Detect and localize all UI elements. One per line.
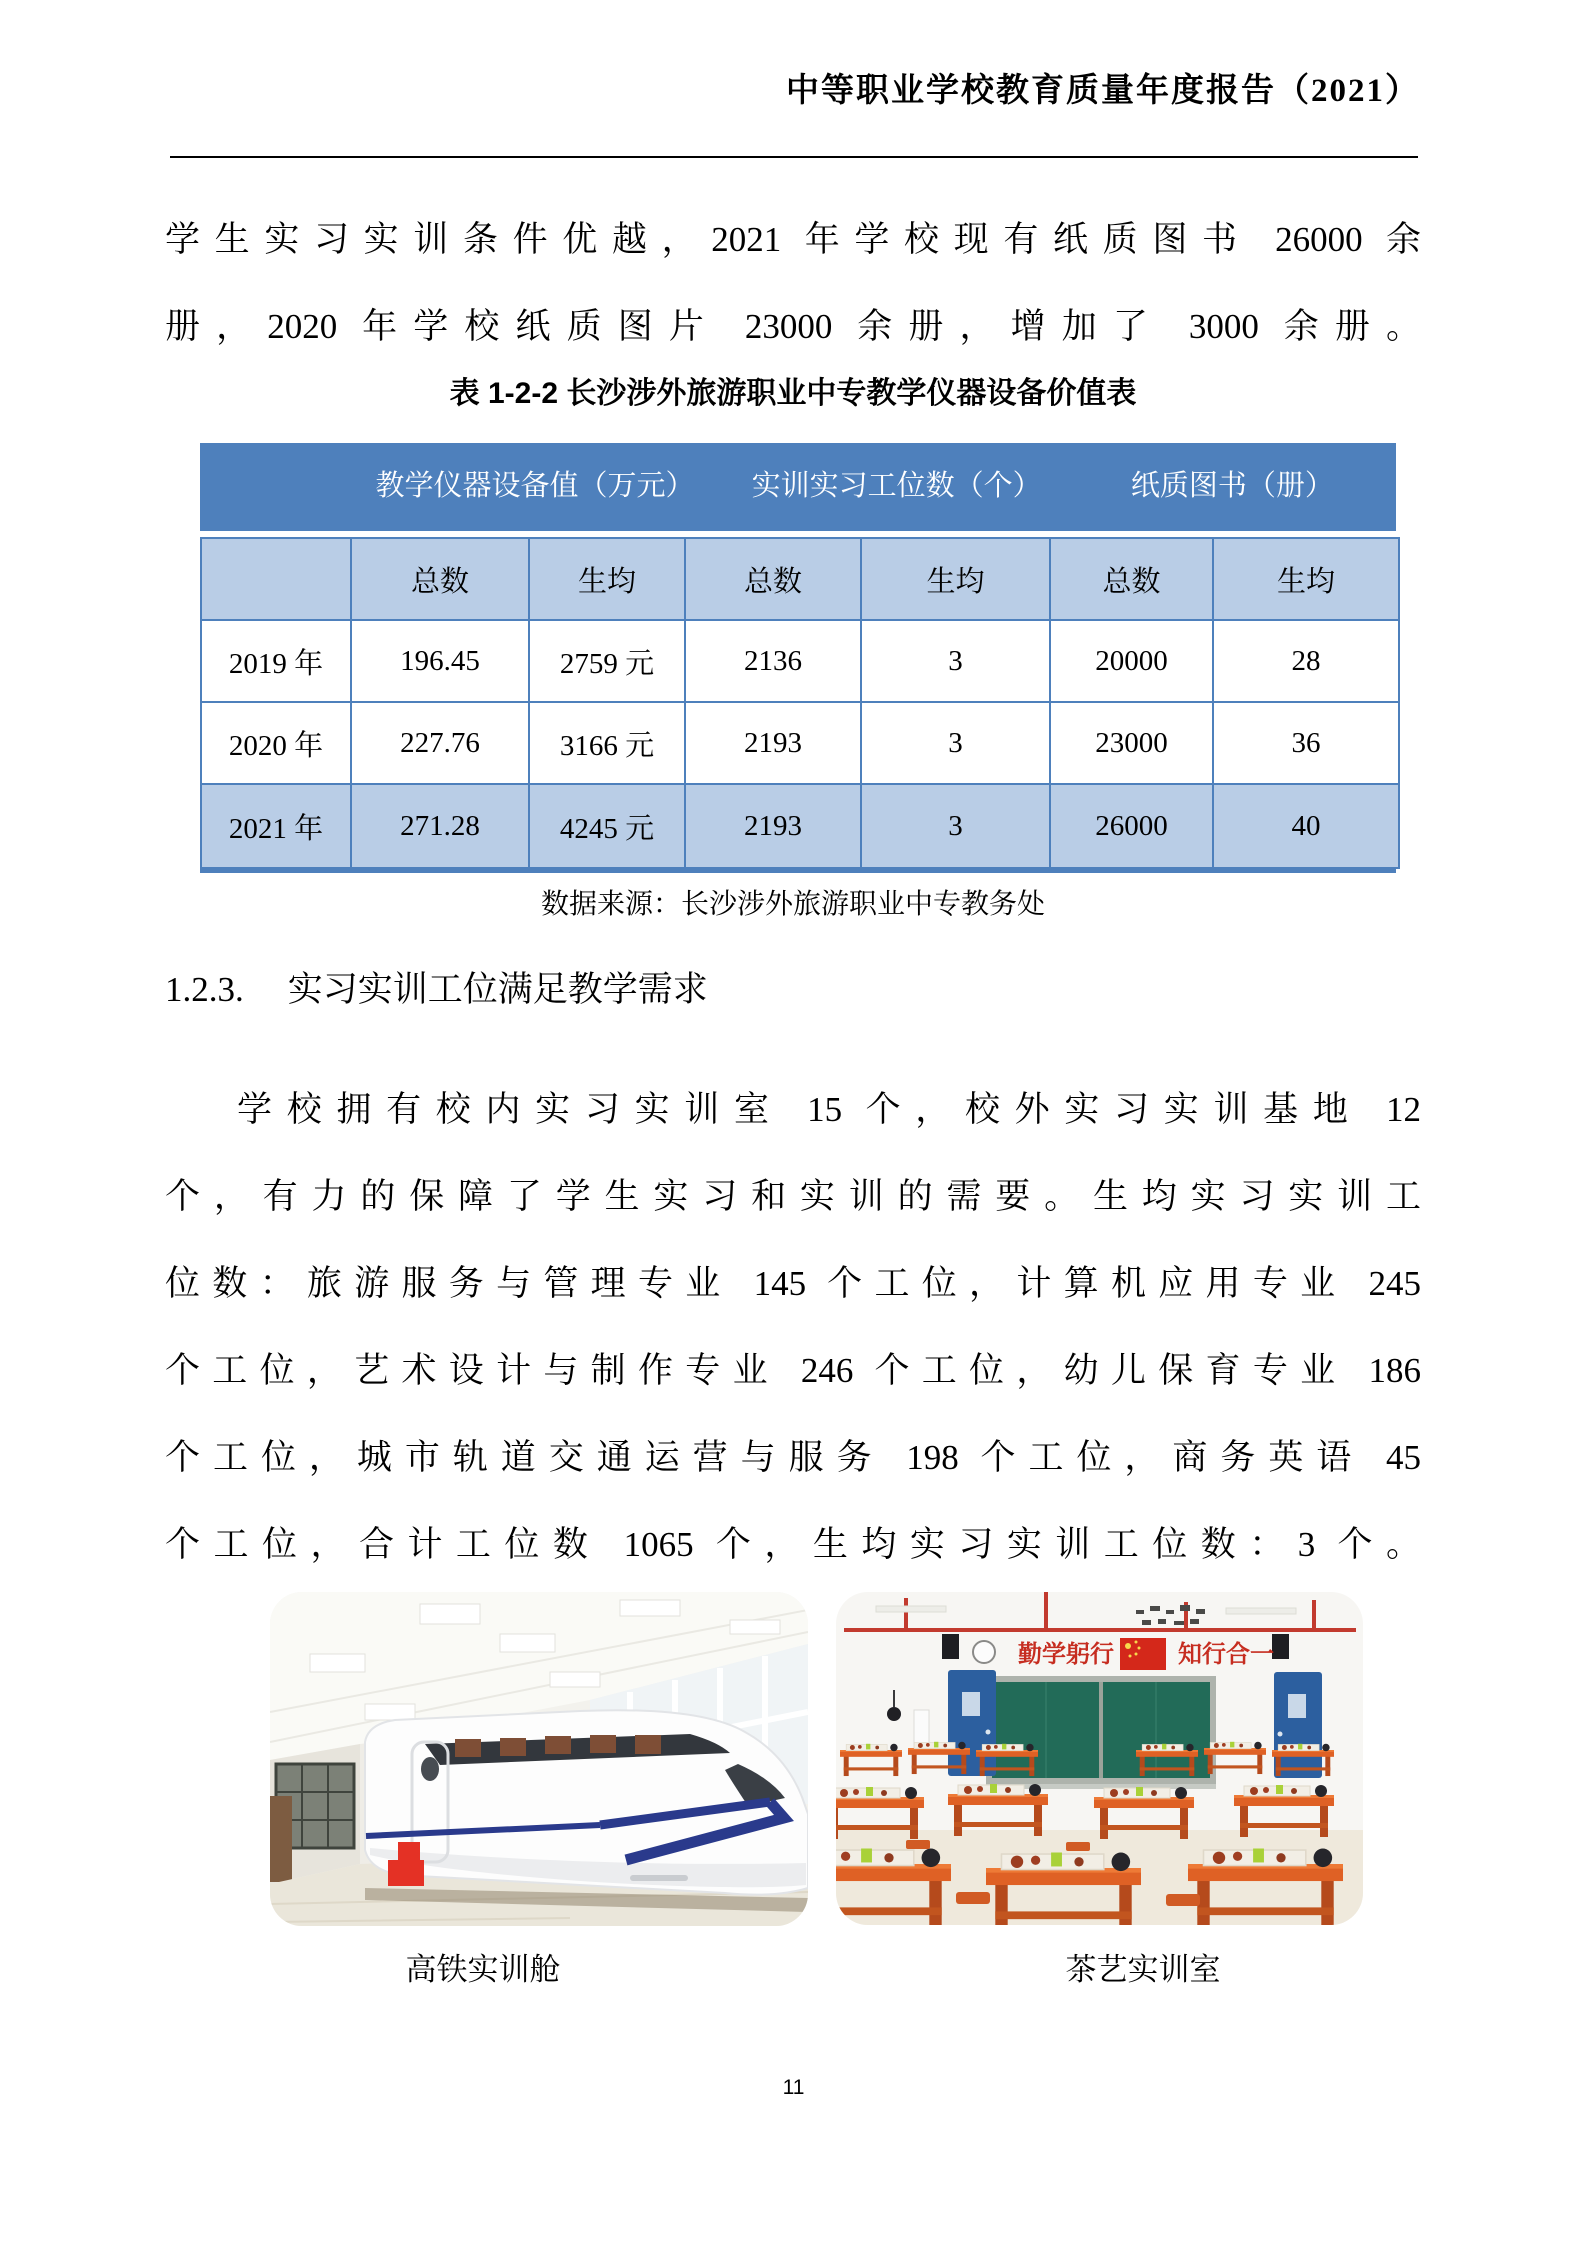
table-group-header: 纸质图书（册） — [1130, 470, 1334, 503]
figure-caption-tea-room: 茶艺实训室 — [1065, 1952, 1221, 1987]
section-title: 实习实训工位满足教学需求 — [287, 970, 708, 1009]
table-header-empty-cell — [200, 443, 341, 531]
table-cell: 3166 元 — [530, 703, 686, 785]
paragraph-line: 个工位，艺术设计与制作专业 246 个工位，幼儿保育专业 186 — [165, 1351, 1421, 1390]
table-bottom-border — [200, 867, 1396, 873]
back-door — [270, 1796, 292, 1882]
table-subheader-cell: 总数 — [352, 539, 530, 621]
section-heading — [165, 962, 708, 1012]
table-subheader-cell: 生均 — [862, 539, 1051, 621]
photo-high-speed-train-cabin — [270, 1592, 808, 1926]
table-cell: 196.45 — [352, 621, 530, 703]
table-subheader-cell: 总数 — [1051, 539, 1214, 621]
paragraph-line: 学校拥有校内实习实训室 15 个，校外实习实训基地 12 — [237, 1090, 1421, 1129]
table-cell: 271.28 — [352, 785, 530, 867]
paragraph-line: 个，有力的保障了学生实习和实训的需要。生均实习实训工 — [165, 1177, 1421, 1216]
banner-left-text: 勤学躬行 — [1018, 1641, 1114, 1668]
equipment-value-table — [200, 537, 1400, 869]
train-hall-illustration — [270, 1592, 808, 1926]
table-cell: 20000 — [1051, 621, 1214, 703]
wall-clock — [973, 1641, 995, 1663]
left-speaker — [942, 1634, 959, 1659]
table-group-header: 教学仪器设备值（万元） — [375, 470, 695, 503]
page-number: 11 — [782, 2076, 805, 2099]
tea-room-illustration — [836, 1592, 1363, 1925]
table-subheader-cell — [202, 539, 352, 621]
table-cell: 36 — [1214, 703, 1398, 785]
table-cell: 2193 — [686, 703, 862, 785]
right-speaker — [1272, 1634, 1289, 1659]
table-cell: 3 — [862, 703, 1051, 785]
table-cell: 2193 — [686, 785, 862, 867]
paragraph-line: 位数：旅游服务与管理专业 145 个工位，计算机应用专业 245 — [165, 1264, 1421, 1303]
table-subheader-cell: 生均 — [530, 539, 686, 621]
paragraph-line: 学生实习实训条件优越，2021 年学校现有纸质图书 26000 余 — [165, 220, 1421, 259]
left-door — [948, 1670, 996, 1776]
chalkboard — [986, 1676, 1216, 1789]
table-header-row — [200, 443, 1396, 531]
door-window — [421, 1757, 439, 1781]
table-cell: 28 — [1214, 621, 1398, 703]
paragraph-line: 册，2020 年学校纸质图片 23000 余册，增加了 3000 余册。 — [165, 307, 1421, 346]
table-cell: 26000 — [1051, 785, 1214, 867]
right-door — [1274, 1672, 1322, 1778]
table-title: 表 1-2-2 长沙涉外旅游职业中专教学仪器设备价值表 — [449, 377, 1137, 410]
table-cell: 3 — [862, 785, 1051, 867]
banner-right-text: 知行合一 — [1178, 1641, 1274, 1668]
table-cell: 227.76 — [352, 703, 530, 785]
photo-tea-art-classroom — [836, 1592, 1363, 1925]
table-cell: 23000 — [1051, 703, 1214, 785]
table-cell: 40 — [1214, 785, 1398, 867]
running-header-title: 中等职业学校教育质量年度报告（2021） — [786, 73, 1420, 109]
table-cell: 2759 元 — [530, 621, 686, 703]
table-row-year-cell: 2019 年 — [202, 621, 352, 703]
train-side-marking — [630, 1875, 688, 1881]
table-subheader-cell: 生均 — [1214, 539, 1398, 621]
table-row-year-cell: 2021 年 — [202, 785, 352, 867]
wall-banner — [1018, 1638, 1274, 1670]
table-cell: 4245 元 — [530, 785, 686, 867]
section-number: 1.2.3. — [165, 970, 244, 1009]
train-body — [365, 1710, 808, 1894]
flag — [1120, 1638, 1166, 1670]
table-group-header: 实训实习工位数（个） — [751, 470, 1042, 503]
paragraph-2 — [165, 1066, 1421, 1588]
paragraph-1 — [165, 196, 1421, 370]
table-cell: 2136 — [686, 621, 862, 703]
table-subheader-cell: 总数 — [686, 539, 862, 621]
figure-caption-train: 高铁实训舱 — [405, 1952, 561, 1987]
table-data-source: 数据来源：长沙涉外旅游职业中专教务处 — [540, 889, 1045, 920]
table-cell: 3 — [862, 621, 1051, 703]
table-row-year-cell: 2020 年 — [202, 703, 352, 785]
paragraph-line: 个工位，合计工位数 1065 个，生均实习实训工位数：3 个。 — [165, 1525, 1421, 1564]
paragraph-line: 个工位，城市轨道交通运营与服务 198 个工位，商务英语 45 — [165, 1438, 1421, 1477]
header-rule — [170, 156, 1418, 158]
